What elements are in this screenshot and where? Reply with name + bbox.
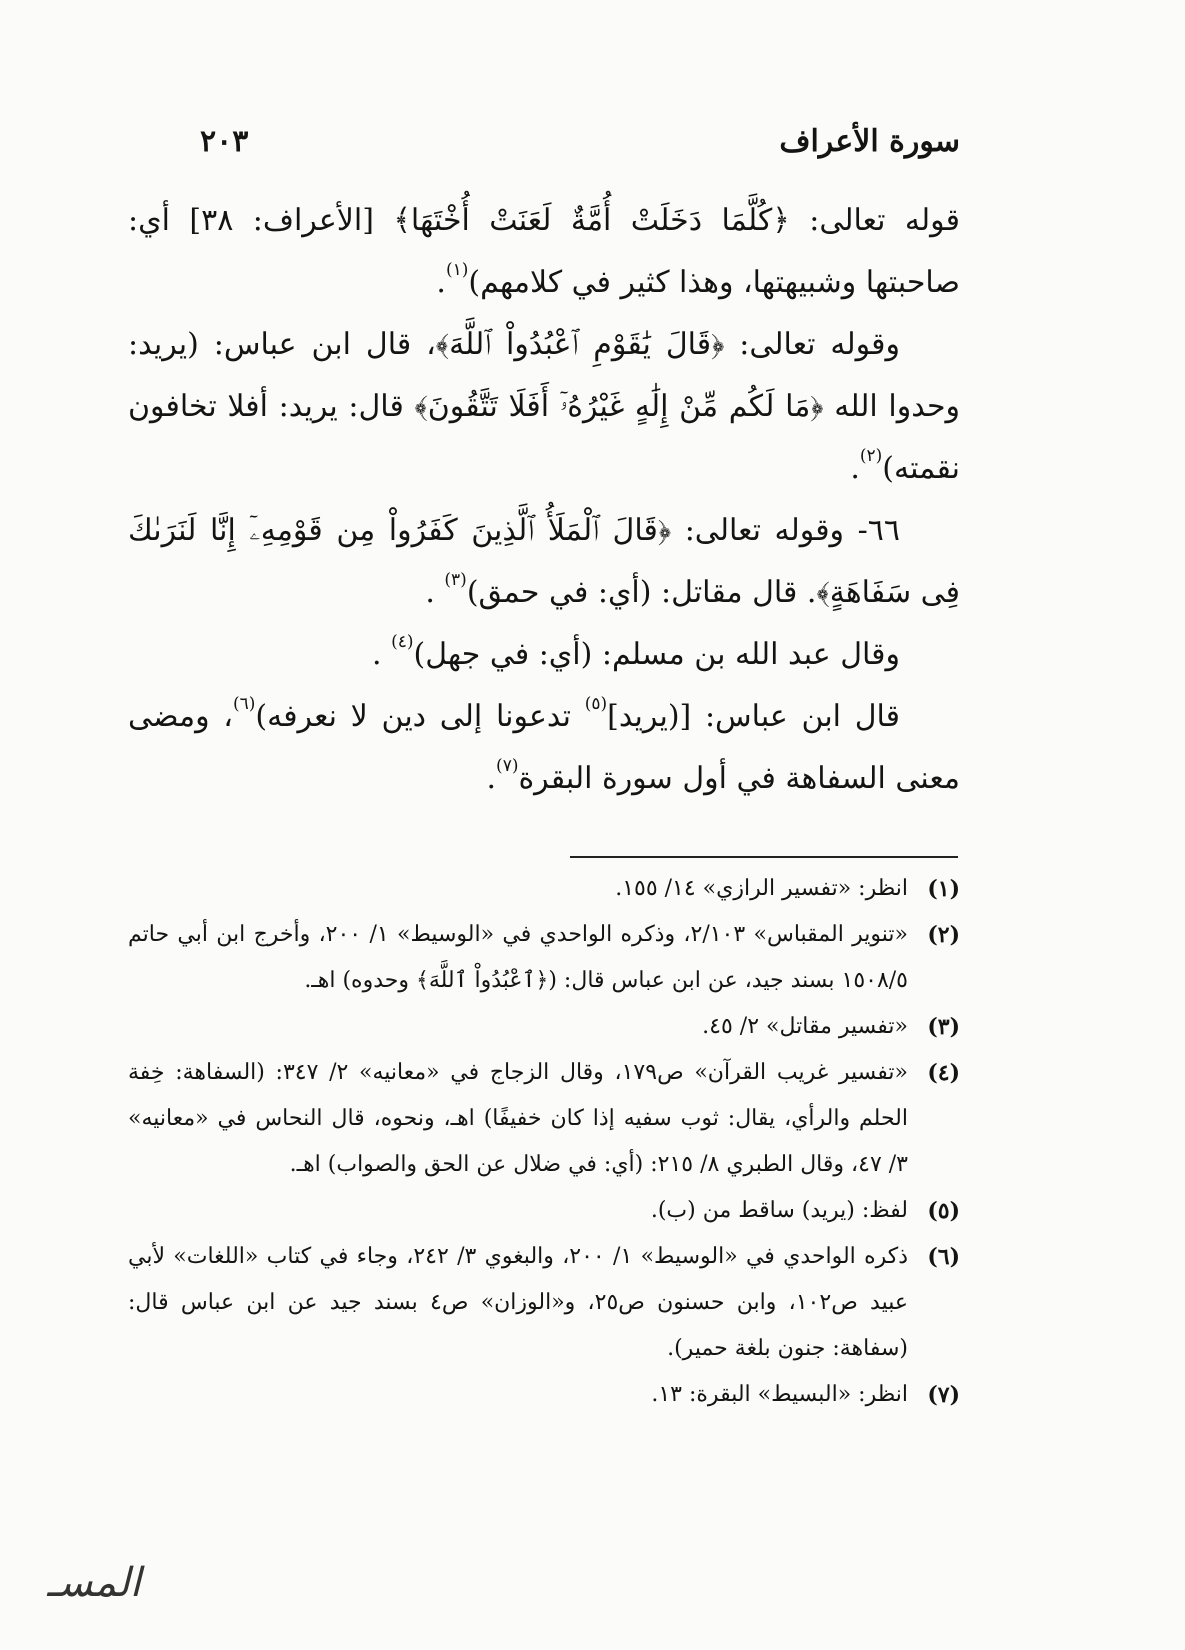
surah-title: سورة الأعراف	[779, 123, 960, 159]
footnote-text: «تفسير غريب القرآن» ص١٧٩، وقال الزجاج في «معانيه» ٢/ ٣٤٧: (السفاهة: خِفة الحلم والرأي، يقال: ثوب سفيه إذا كان خفيفًا) اهـ، ونحوه، قال النحاس في «معانيه» ٣/ ٤٧، وقال الطبري ٨/ ٢١٥: (أي: في ضلال عن الحق والصواب) اهـ.	[128, 1060, 909, 1177]
footnote-item	[128, 1372, 960, 1418]
paragraph-4-end: .	[371, 637, 392, 672]
footnote-ref-7[interactable]: (٧)	[496, 756, 519, 776]
paragraph-2-text: وقوله تعالى: ﴿قَالَ يَٰقَوْمِ ٱعْبُدُواْ ٱللَّهَ﴾، قال ابن عباس: (يريد: وحدوا الله ﴿مَا لَكُم مِّنْ إِلَٰهٍ غَيْرُهُۥٓ أَفَلَا تَتَّقُونَ﴾ قال: يريد: أفلا تخافون نقمته)	[128, 327, 960, 486]
footnote-number: (٧)	[927, 1382, 960, 1408]
footnote-item	[128, 1234, 960, 1372]
footnote-separator	[570, 856, 958, 858]
footnote-number: (٣)	[927, 1014, 960, 1040]
footnote-text: «تنوير المقباس» ٢/١٠٣، وذكره الواحدي في «الوسيط» ١/ ٢٠٠، وأخرج ابن أبي حاتم ١٥٠٨/٥ بسند جيد، عن ابن عباس قال: (﴿ٱعْبُدُواْ ٱللَّهَ﴾ وحدوه) اهـ.	[128, 922, 909, 993]
paragraph-3	[128, 500, 960, 624]
paragraph-5-text-b: تدعونا إلى دين لا نعرفه)	[255, 699, 585, 734]
paragraph-1	[128, 190, 960, 314]
footnote-item	[128, 1188, 960, 1234]
footnote-number: (٥)	[927, 1198, 960, 1224]
paragraph-1-end: .	[436, 265, 446, 300]
footnote-item	[128, 1050, 960, 1188]
footnote-number: (٢)	[927, 922, 960, 948]
paragraph-1-text: قوله تعالى: ﴿كُلَّمَا دَخَلَتْ أُمَّةٌ لَعَنَتْ أُخْتَهَا﴾ [الأعراف: ٣٨] أي: صاحبتها وشبيهتها، وهذا كثير في كلامهم)	[128, 203, 960, 300]
paragraph-2	[128, 314, 960, 500]
paragraph-5-end: .	[486, 761, 497, 796]
footnote-ref-2[interactable]: (٢)	[859, 446, 883, 466]
paragraph-5-text-c: ، ومضى معنى السفاهة في أول سورة البقرة	[128, 699, 960, 796]
footnote-text: «تفسير مقاتل» ٢/ ٤٥.	[702, 1014, 908, 1039]
paragraph-4	[128, 624, 960, 686]
paragraph-5-text-a: قال ابن عباس: [(يريد]	[607, 699, 901, 734]
footnote-ref-3[interactable]: (٣)	[444, 570, 467, 590]
footnote-item	[128, 866, 960, 912]
page-header	[200, 116, 960, 166]
footnote-text: ذكره الواحدي في «الوسيط» ١/ ٢٠٠، والبغوي ٣/ ٢٤٢، وجاء في كتاب «اللغات» لأبي عبيد ص١٠٢، وابن حسنون ص٢٥، و«الوزان» ص٤ بسند جيد عن ابن عباس قال: (سفاهة: جنون بلغة حمير).	[128, 1244, 909, 1361]
footnote-item	[128, 912, 960, 1004]
publisher-logo-icon: المسـ	[47, 1560, 141, 1606]
paragraph-3-end: .	[425, 575, 445, 610]
footnote-text: لفظ: (يريد) ساقط من (ب).	[650, 1198, 908, 1223]
footnote-item	[128, 1004, 960, 1050]
page-number: ٢٠٣	[200, 123, 249, 159]
footnote-ref-1[interactable]: (١)	[445, 260, 469, 280]
paragraph-5	[128, 686, 960, 810]
footnote-text: انظر: «تفسير الرازي» ١٤/ ١٥٥.	[615, 876, 908, 901]
main-text	[128, 190, 960, 810]
footnote-number: (٤)	[927, 1060, 960, 1086]
footnote-ref-5[interactable]: (٥)	[584, 694, 608, 714]
footnote-ref-4[interactable]: (٤)	[391, 632, 414, 652]
paragraph-3-text: ٦٦- وقوله تعالى: ﴿قَالَ ٱلْمَلَأُ ٱلَّذِينَ كَفَرُواْ مِن قَوْمِهِۦٓ إِنَّا لَنَرَىٰكَ فِى سَفَاهَةٍ﴾. قال مقاتل: (أي: في حمق)	[128, 513, 960, 610]
paragraph-4-text: وقال عبد الله بن مسلم: (أي: في جهل)	[413, 637, 900, 672]
footnote-number: (٦)	[927, 1244, 960, 1270]
paragraph-2-end: .	[850, 451, 860, 486]
footnotes	[128, 866, 960, 1418]
footnote-ref-6[interactable]: (٦)	[233, 694, 256, 714]
footnote-text: انظر: «البسيط» البقرة: ١٣.	[651, 1382, 908, 1407]
footnote-number: (١)	[927, 876, 960, 902]
